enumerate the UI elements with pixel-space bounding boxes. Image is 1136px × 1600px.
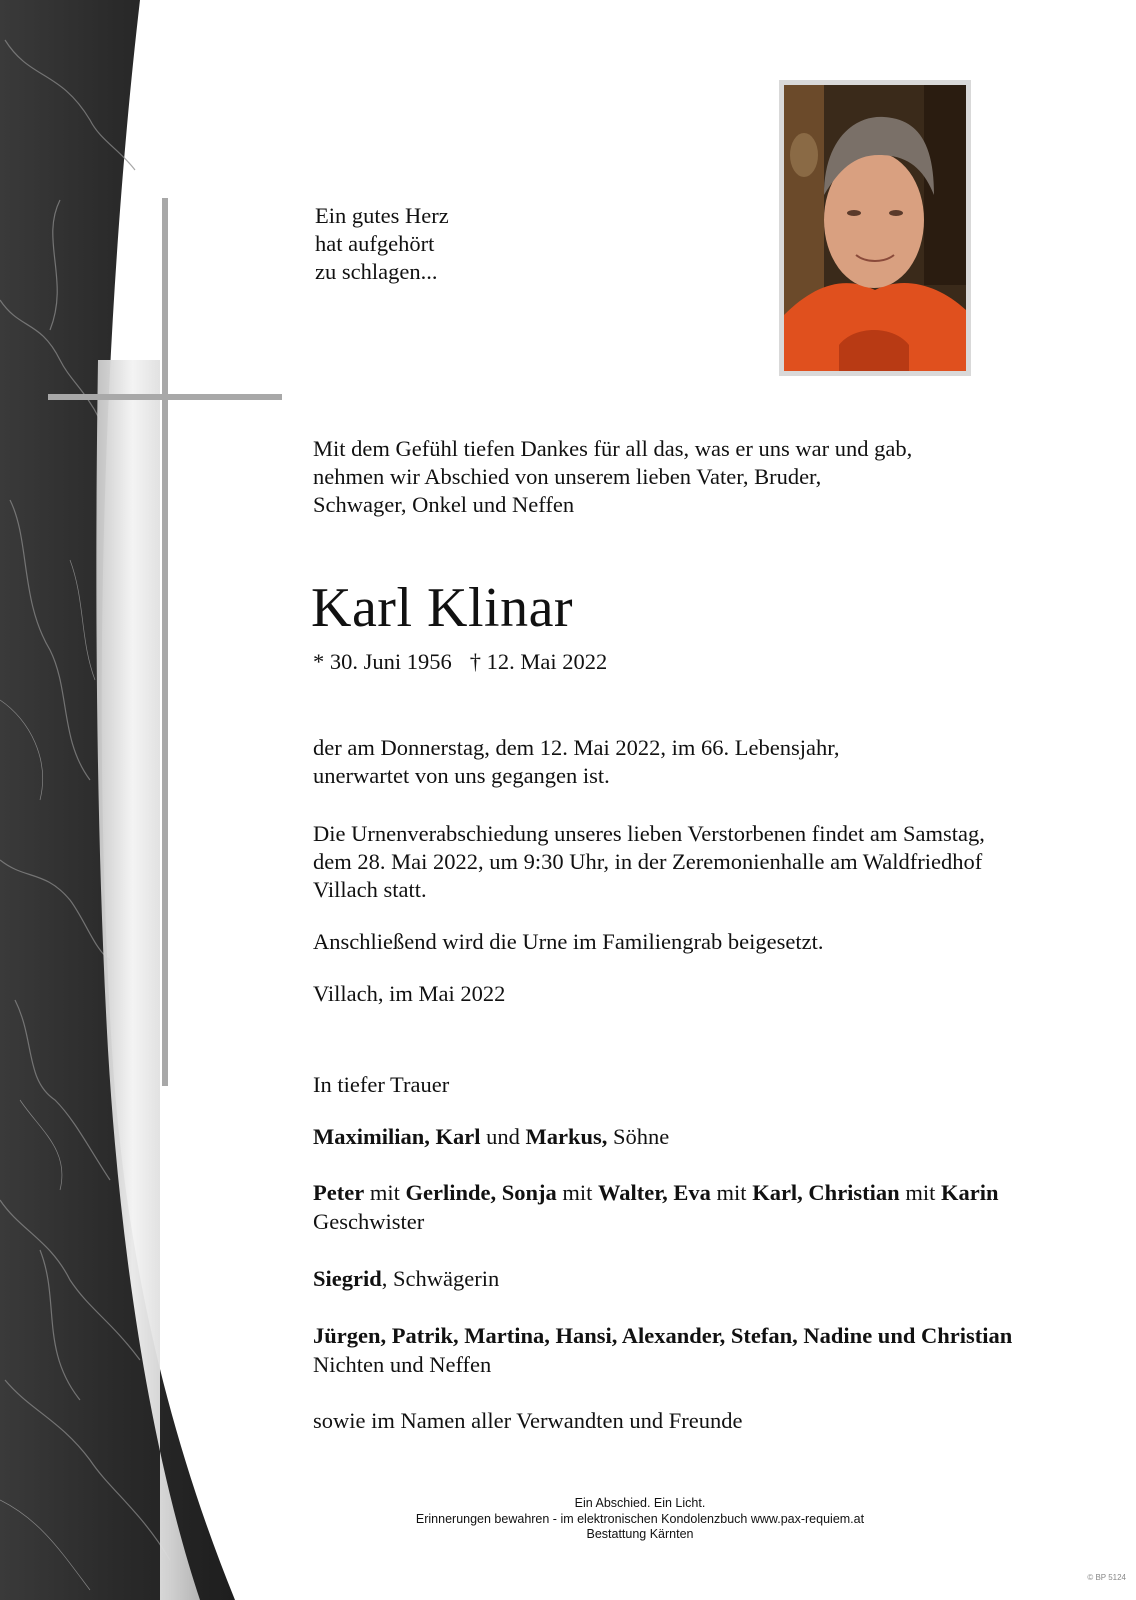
footer-line: Ein Abschied. Ein Licht. (574, 1496, 706, 1510)
motto-line: Ein gutes Herz (315, 203, 449, 228)
relation-label: , Schwägerin (381, 1266, 500, 1291)
mourner-names: Maximilian, Karl (313, 1124, 481, 1149)
footer-line: Erinnerungen bewahren - im elektronischen Kondolenzbuch www.pax-requiem.at (415, 1511, 865, 1526)
mourner-names: Karl, Christian (752, 1180, 900, 1205)
mourner-names: Jürgen, Patrik, Martina, Hansi, Alexander, Stefan, Nadine und Christian (313, 1323, 1013, 1348)
mourners-siblings (313, 1179, 998, 1236)
ceremony-line: dem 28. Mai 2022, um 9:30 Uhr, in der Zeremonienhalle am Waldfriedhof (313, 849, 983, 874)
intro-line: Mit dem Gefühl tiefen Dankes für all das, was er uns war und gab, (313, 436, 913, 461)
closing-text: sowie im Namen aller Verwandten und Freunde (313, 1408, 743, 1433)
burial-text: Anschließend wird die Urne im Familiengrab beigesetzt. (313, 929, 824, 954)
portrait-frame (779, 80, 971, 376)
connector-word: mit (364, 1180, 406, 1205)
footer (340, 1496, 940, 1543)
ceremony-line: Villach statt. (313, 877, 427, 902)
mourners-sons (313, 1123, 669, 1152)
mourner-names: Karin (940, 1180, 999, 1205)
intro-text (313, 435, 912, 519)
mourner-names: Markus, (525, 1124, 608, 1149)
birth-date: * 30. Juni 1956 (313, 649, 452, 674)
mourner-names: Peter (313, 1180, 365, 1205)
passing-text (313, 734, 839, 790)
connector-word: mit (899, 1180, 941, 1205)
mourner-names: Gerlinde, Sonja (405, 1180, 557, 1205)
mourners-sister-in-law (313, 1265, 499, 1294)
footer-line: Bestattung Kärnten (586, 1527, 694, 1541)
motto-line: zu schlagen... (315, 259, 438, 284)
connector-word: mit (710, 1180, 753, 1205)
life-dates (313, 648, 607, 676)
print-code: © BP 5124 (1087, 1573, 1126, 1582)
passing-line: unerwartet von uns gegangen ist. (313, 763, 610, 788)
relation-label: Nichten und Neffen (313, 1351, 492, 1377)
connector-word: und (480, 1124, 526, 1149)
ceremony-text (313, 820, 985, 904)
mourner-names: Siegrid (313, 1266, 382, 1291)
place-date: Villach, im Mai 2022 (313, 981, 506, 1006)
motto (315, 202, 449, 286)
motto-line: hat aufgehört (315, 231, 435, 256)
deceased-name: Karl Klinar (311, 577, 574, 639)
passing-line: der am Donnerstag, dem 12. Mai 2022, im 66. Lebensjahr, (313, 735, 840, 760)
connector-word: mit (556, 1180, 598, 1205)
mourning-intro: In tiefer Trauer (313, 1072, 450, 1097)
intro-line: Schwager, Onkel und Neffen (313, 492, 575, 517)
death-date: † 12. Mai 2022 (469, 649, 608, 674)
relation-label: Söhne (607, 1124, 670, 1149)
intro-line: nehmen wir Abschied von unserem lieben Vater, Bruder, (313, 464, 822, 489)
mourner-names: Walter, Eva (598, 1180, 711, 1205)
cross-icon (0, 0, 300, 1100)
mourners-nieces-nephews (313, 1322, 1012, 1379)
ceremony-line: Die Urnenverabschiedung unseres lieben Verstorbenen findet am Samstag, (313, 821, 985, 846)
portrait-photo (784, 85, 966, 371)
relation-label: Geschwister (313, 1208, 425, 1234)
